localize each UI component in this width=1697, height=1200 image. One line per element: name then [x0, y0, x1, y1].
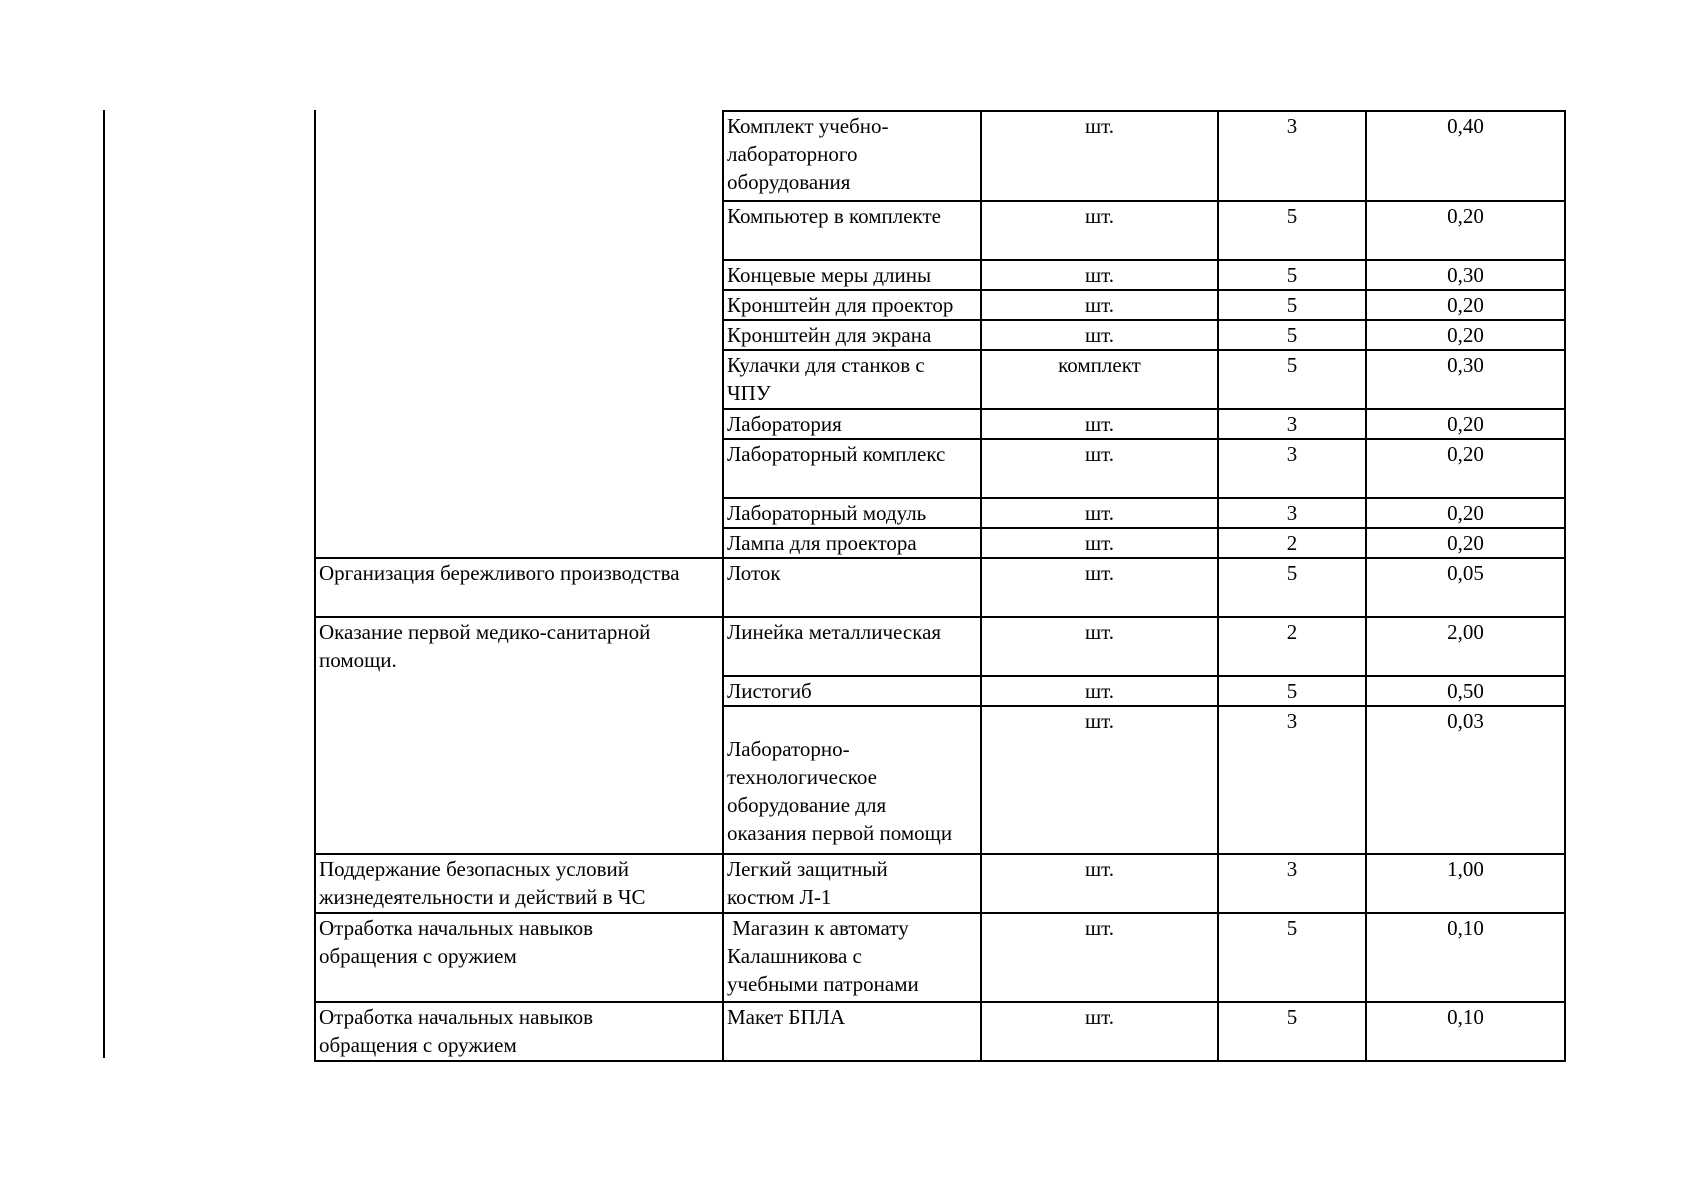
unit-cell: шт.	[981, 913, 1218, 1002]
section-cell	[315, 111, 723, 201]
table-row	[315, 528, 1565, 558]
qty-cell: 5	[1218, 320, 1366, 350]
value-cell: 0,40	[1366, 111, 1565, 201]
qty-cell: 5	[1218, 201, 1366, 260]
section-cell	[315, 290, 723, 320]
section-cell: Поддержание безопасных условий жизнедеятельности и действий в ЧС	[315, 854, 723, 913]
unit-cell: шт.	[981, 320, 1218, 350]
item-name-cell: Кронштейн для экрана	[723, 320, 981, 350]
section-cell	[315, 498, 723, 528]
item-name-cell: Лабораторный комплекс	[723, 439, 981, 498]
unit-cell: шт.	[981, 676, 1218, 706]
item-name-cell: Листогиб	[723, 676, 981, 706]
value-cell: 2,00	[1366, 617, 1565, 676]
section-cell	[315, 260, 723, 290]
item-name-cell: Лаборатория	[723, 409, 981, 439]
section-cell: Отработка начальных навыков обращения с оружием	[315, 913, 723, 1002]
qty-cell: 5	[1218, 1002, 1366, 1061]
table-row	[315, 854, 1565, 913]
qty-cell: 5	[1218, 260, 1366, 290]
section-cell: Отработка начальных навыков обращения с оружием	[315, 1002, 723, 1061]
unit-cell: шт.	[981, 528, 1218, 558]
value-cell: 0,50	[1366, 676, 1565, 706]
unit-cell: шт.	[981, 439, 1218, 498]
unit-cell: шт.	[981, 706, 1218, 854]
table-row	[315, 409, 1565, 439]
qty-cell: 3	[1218, 111, 1366, 201]
table-row	[315, 913, 1565, 1002]
unit-cell: шт.	[981, 409, 1218, 439]
item-name-cell: Лабораторно- технологическое оборудование для оказания первой помощи	[723, 706, 981, 854]
section-cell	[315, 409, 723, 439]
section-cell	[315, 320, 723, 350]
table-row	[315, 201, 1565, 260]
unit-cell: шт.	[981, 558, 1218, 617]
section-cell: Организация бережливого производства	[315, 558, 723, 617]
value-cell: 0,03	[1366, 706, 1565, 854]
value-cell: 1,00	[1366, 854, 1565, 913]
value-cell: 0,20	[1366, 320, 1565, 350]
table-row	[315, 617, 1565, 676]
unit-cell: шт.	[981, 498, 1218, 528]
item-name-cell: Линейка металлическая	[723, 617, 981, 676]
table-row	[315, 290, 1565, 320]
table-row	[315, 350, 1565, 409]
value-cell: 0,20	[1366, 439, 1565, 498]
item-name-cell: Макет БПЛА	[723, 1002, 981, 1061]
qty-cell: 5	[1218, 676, 1366, 706]
value-cell: 0,20	[1366, 498, 1565, 528]
table-row	[315, 498, 1565, 528]
value-cell: 0,20	[1366, 409, 1565, 439]
item-name-cell: Концевые меры длины	[723, 260, 981, 290]
value-cell: 0,20	[1366, 201, 1565, 260]
section-cell	[315, 350, 723, 409]
table-row	[315, 260, 1565, 290]
qty-cell: 2	[1218, 528, 1366, 558]
item-name-cell: Компьютер в комплекте	[723, 201, 981, 260]
value-cell: 0,10	[1366, 913, 1565, 1002]
section-cell	[315, 201, 723, 260]
item-name-cell: Кронштейн для проектор	[723, 290, 981, 320]
item-name-cell: Лоток	[723, 558, 981, 617]
qty-cell: 5	[1218, 913, 1366, 1002]
unit-cell: шт.	[981, 201, 1218, 260]
section-cell	[315, 528, 723, 558]
unit-cell: шт.	[981, 1002, 1218, 1061]
table-row	[315, 558, 1565, 617]
unit-cell: комплект	[981, 350, 1218, 409]
qty-cell: 3	[1218, 439, 1366, 498]
section-cell: Оказание первой медико-санитарной помощи.	[315, 617, 723, 854]
unit-cell: шт.	[981, 617, 1218, 676]
item-name-cell: Легкий защитный костюм Л-1	[723, 854, 981, 913]
value-cell: 0,30	[1366, 350, 1565, 409]
qty-cell: 3	[1218, 409, 1366, 439]
table-row	[315, 320, 1565, 350]
unit-cell: шт.	[981, 290, 1218, 320]
qty-cell: 5	[1218, 558, 1366, 617]
qty-cell: 5	[1218, 290, 1366, 320]
unit-cell: шт.	[981, 854, 1218, 913]
unit-cell: шт.	[981, 260, 1218, 290]
section-cell	[315, 439, 723, 498]
table-row	[315, 1002, 1565, 1061]
qty-cell: 2	[1218, 617, 1366, 676]
qty-cell: 3	[1218, 854, 1366, 913]
page-margin-line	[103, 110, 105, 1058]
qty-cell: 3	[1218, 498, 1366, 528]
value-cell: 0,10	[1366, 1002, 1565, 1061]
value-cell: 0,30	[1366, 260, 1565, 290]
unit-cell: шт.	[981, 111, 1218, 201]
item-name-cell: Лабораторный модуль	[723, 498, 981, 528]
qty-cell: 3	[1218, 706, 1366, 854]
table-row	[315, 111, 1565, 201]
item-name-cell: Кулачки для станков с ЧПУ	[723, 350, 981, 409]
value-cell: 0,05	[1366, 558, 1565, 617]
item-name-cell: Лампа для проектора	[723, 528, 981, 558]
table-row	[315, 439, 1565, 498]
item-name-cell: Комплект учебно- лабораторного оборудования	[723, 111, 981, 201]
value-cell: 0,20	[1366, 528, 1565, 558]
value-cell: 0,20	[1366, 290, 1565, 320]
item-name-cell: Магазин к автомату Калашникова с учебными патронами	[723, 913, 981, 1002]
qty-cell: 5	[1218, 350, 1366, 409]
equipment-table	[314, 110, 1566, 1062]
